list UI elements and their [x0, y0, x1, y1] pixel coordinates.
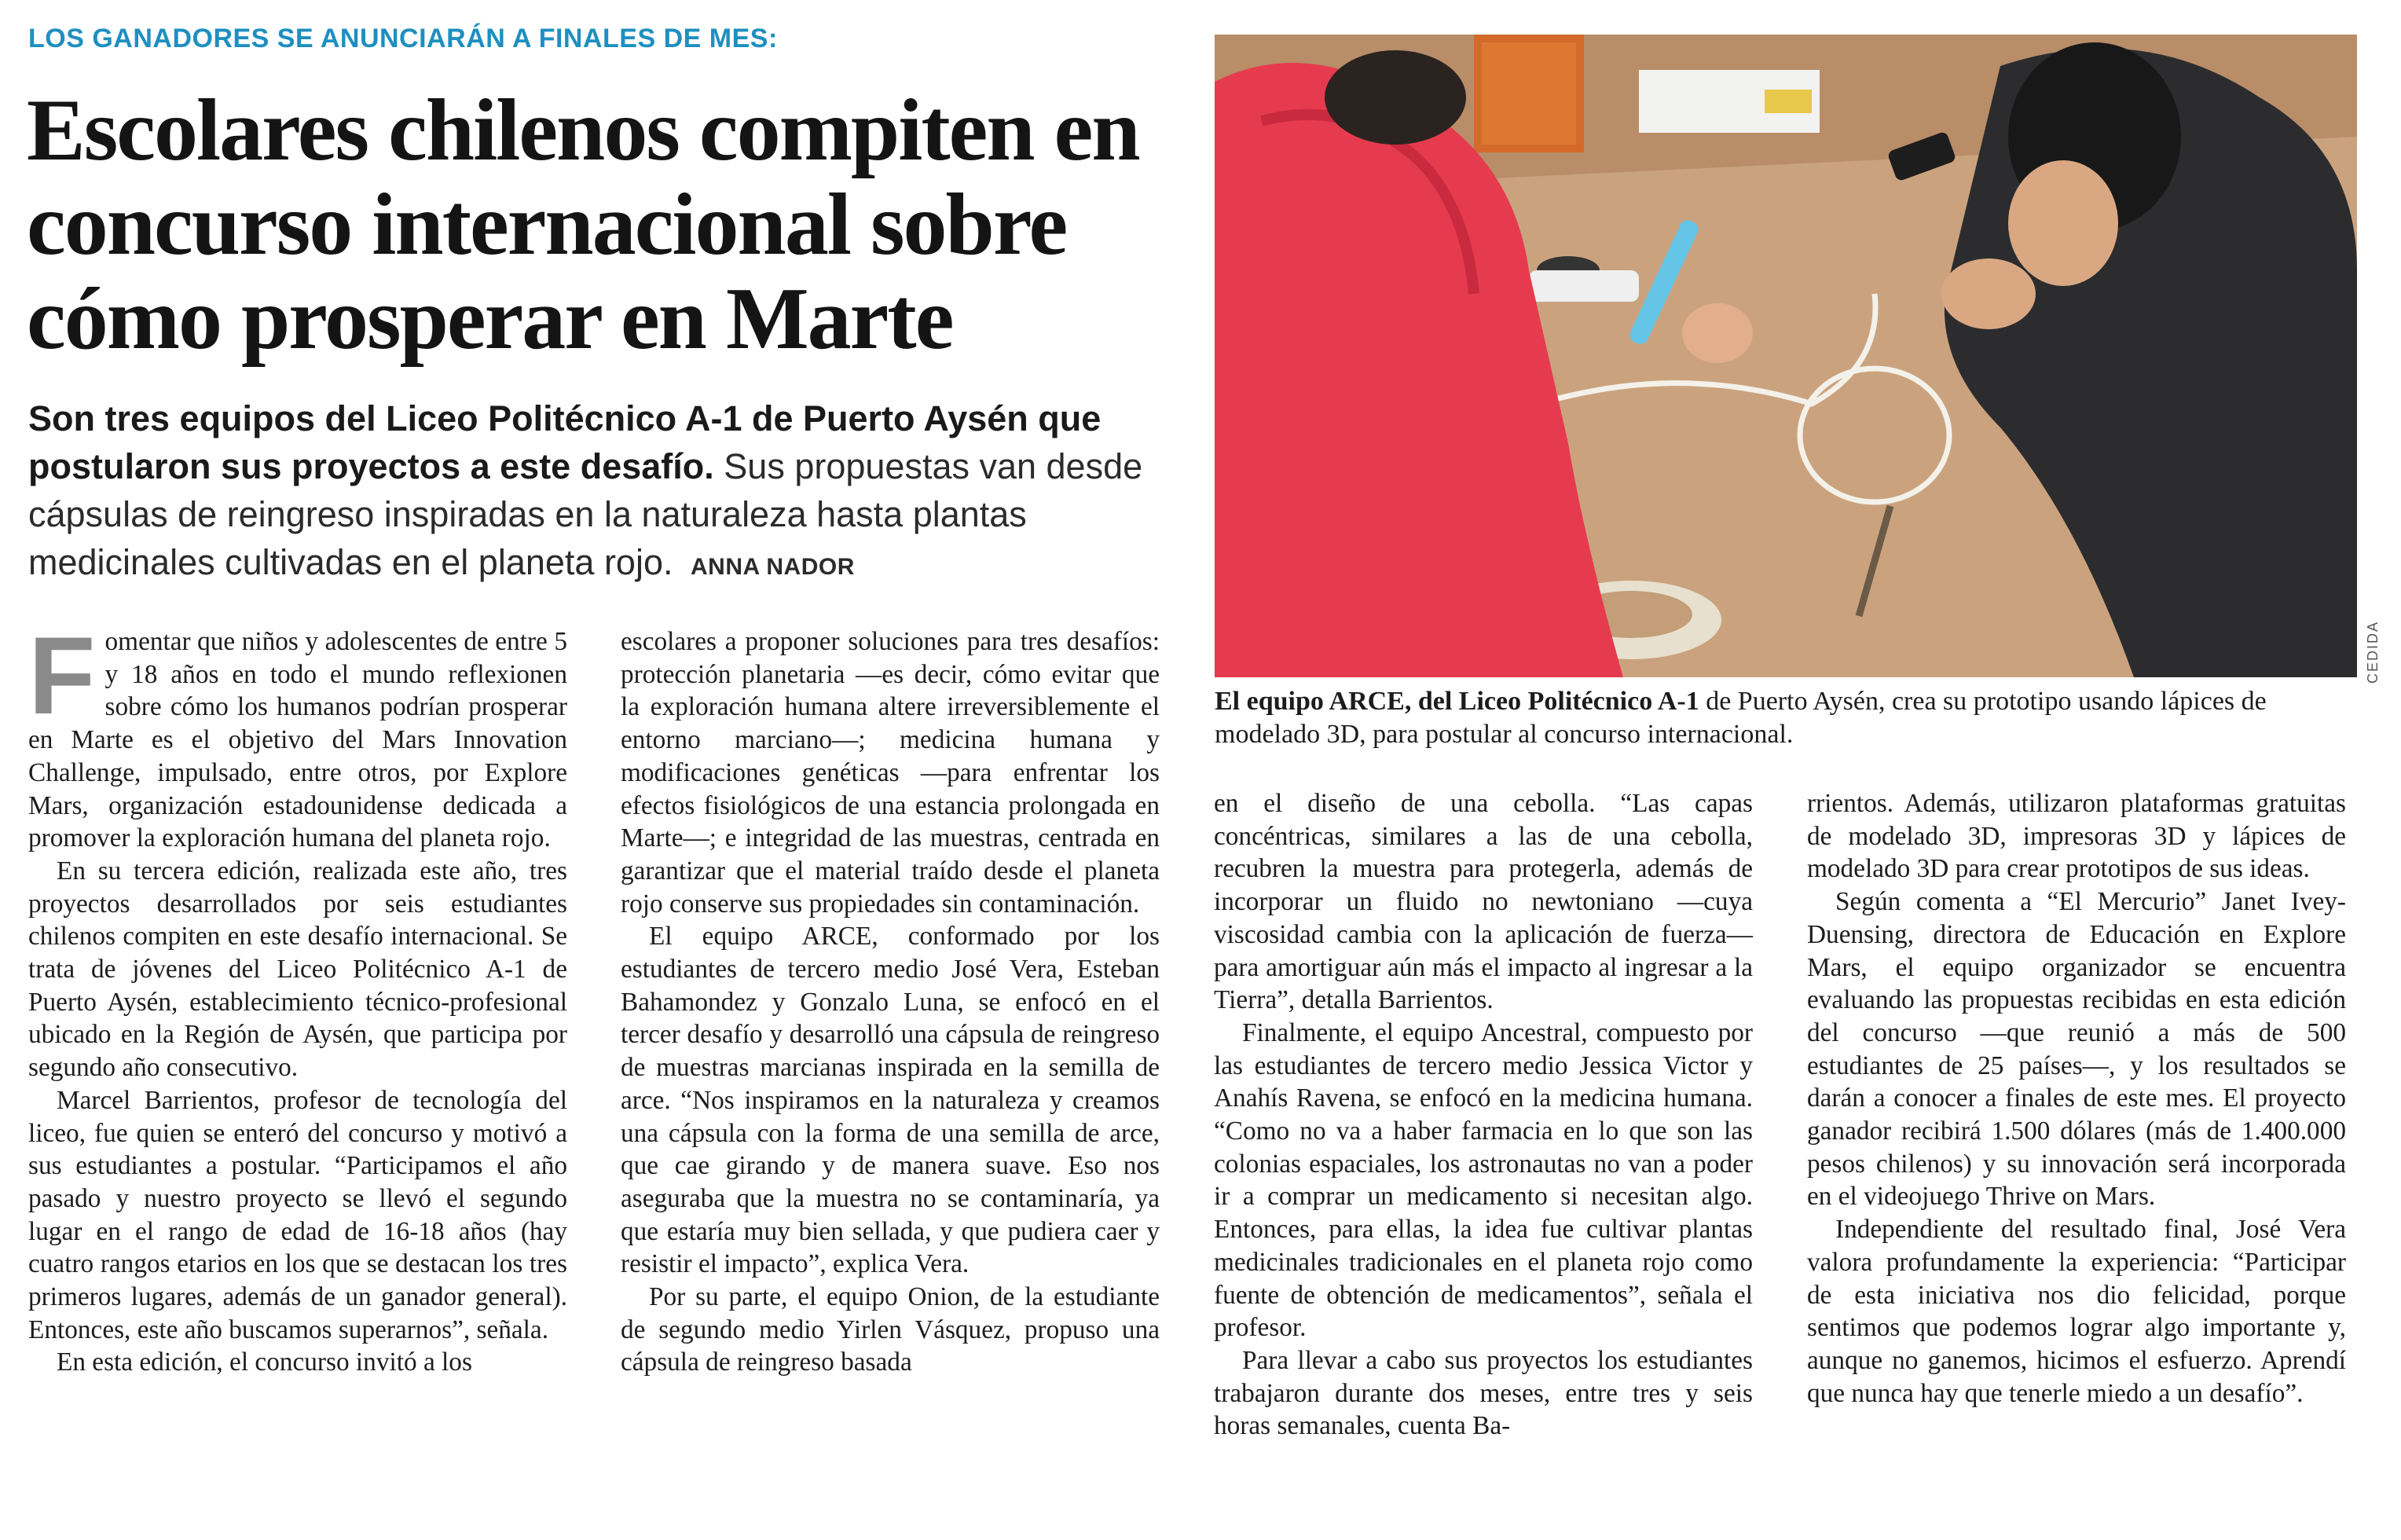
author-byline: ANNA NADOR: [691, 554, 855, 580]
kicker: LOS GANADORES SE ANUNCIARÁN A FINALES DE MES:: [28, 24, 778, 53]
paragraph: El equipo ARCE, conformado por los estudiantes de tercero medio José Vera, Esteban Bahamondez y Gonzalo Luna, se enfocó en el tercer desafío y desarrolló una cápsula de reingreso de muestras marcianas inspirada en la semilla de arce. “Nos inspiramos en la naturaleza y creamos una cápsula con la forma de una semilla de arce, que cae girando y de manera suave. Eso nos aseguraba que la muestra no se contaminaría, ya que estaría muy bien sellada, y que pudiera caer y resistir el impacto”, explica Vera.: [621, 922, 1160, 1279]
body-column-3: [1214, 787, 1753, 1443]
photo-caption: [1215, 685, 2362, 751]
body-column-1: [28, 614, 567, 1379]
paragraph: en el diseño de una cebolla. “Las capas concéntricas, similares a las de una cebolla, recubren la muestra para protegerla, además de incorporar un fluido no newtoniano —cuya viscosidad cambia con la aplicación de fuerza— para amortiguar aún más el impacto al ingresar a la Tierra”, detalla Barrientos.: [1214, 789, 1753, 1015]
paragraph: escolares a proponer soluciones para tres desafíos: protección planetaria —es decir, cómo evitar que la exploración humana altere irreversiblemente el entorno marciano—; medicina humana y modificaciones genéticas —para enfrentar los efectos fisiológicos de una estancia prolongada en Marte—; e integridad de las muestras, centrada en garantizar que el material traído desde el planeta rojo conserve sus propiedades sin contaminación.: [621, 627, 1160, 918]
headline: [27, 83, 1182, 366]
deck-text: Sus propuestas van desde cápsulas de reingreso inspiradas en la naturaleza hasta plantas medicinales cultivadas en el planeta rojo.: [28, 446, 1143, 582]
paragraph: Según comenta a “El Mercurio” Janet Ivey-Duensing, directora de Educación en Explore Mars, el equipo organizador se encuentra evaluando las propuestas recibidas en esta edición del concurso —que reunió a más de 500 estudiantes de 25 países—, y los resultados se darán a conocer a finales de este mes. El proyecto ganador recibirá 1.500 dólares (más de 1.400.000 pesos chilenos) y su innovación será incorporada en el videojuego Thrive on Mars.: [1807, 887, 2346, 1212]
headline-line-3: cómo prosperar en Marte: [27, 270, 953, 368]
headline-line-2: concurso internacional sobre: [27, 176, 1067, 273]
paragraph: Marcel Barrientos, profesor de tecnología del liceo, fue quien se enteró del concurso y motivó a sus estudiantes a postular. “Participamos el año pasado y nuestro proyecto se llevó el segundo lugar en el rango de edad de 16-18 años (hay cuatro rangos etarios en los que se destacan los tres primeros lugares, además de un ganador general). Entonces, este año buscamos superarnos”, señala.: [28, 1085, 567, 1344]
paragraph: En esta edición, el concurso invitó a los: [57, 1348, 472, 1377]
paragraph: rrientos. Además, utilizaron plataformas gratuitas de modelado 3D, impresoras 3D y lápices de modelado 3D para crear prototipos de sus ideas.: [1807, 789, 2346, 884]
students-3d-pen-illustration: [1215, 35, 2357, 677]
caption-lead: El equipo ARCE, del Liceo Politécnico A-1: [1215, 687, 1699, 716]
body-column-4: [1807, 787, 2346, 1410]
deck-lead: Son tres equipos del Liceo Politécnico A-1 de Puerto Aysén que postularon sus proyectos a este desafío.: [28, 398, 1102, 486]
body-column-2: [621, 625, 1160, 1379]
paragraph: En su tercera edición, realizada este año, tres proyectos desarrollados por seis estudiantes chilenos compiten en este desafío internacional. Se trata de jóvenes del Liceo Politécnico A-1 de Puerto Aysén, establecimiento técnico-profesional ubicado en la Región de Aysén, que participa por segundo año consecutivo.: [28, 856, 567, 1083]
paragraph: Independiente del resultado final, José Vera valora profundamente la experiencia: “Participar de esta iniciativa nos dio felicidad, porque sentimos que podemos lograr algo importante y, aunque no ganemos, hicimos el esfuerzo. Aprendí que nunca hay que tenerle miedo a un desafío”.: [1807, 1215, 2346, 1408]
paragraph: Finalmente, el equipo Ancestral, compuesto por las estudiantes de tercero medio Jessica Victor y Anahís Ravena, se enfocó en la medicina humana. “Como no va a haber farmacia en lo que son las colonias espaciales, los astronautas no van a poder ir a comprar un medicamento si necesitan algo. Entonces, para ellas, la idea fue cultivar plantas medicinales tradicionales en el planeta rojo como fuente de obtención de medicamentos”, señala el profesor.: [1214, 1018, 1753, 1343]
caption-text: de Puerto Aysén, crea su prototipo usando lápices de modelado 3D, para postular al concurso internacional.: [1215, 687, 2267, 749]
photo-credit: CEDIDA: [2365, 621, 2381, 684]
paragraph: [28, 614, 567, 855]
headline-line-1: Escolares chilenos compiten en: [27, 82, 1139, 179]
paragraph: Para llevar a cabo sus proyectos los estudiantes trabajaron durante dos meses, entre tres y seis horas semanales, cuenta Ba-: [1214, 1345, 1753, 1441]
article-photo: [1215, 35, 2357, 677]
paragraph: Por su parte, el equipo Onion, de la estudiante de segundo medio Yirlen Vásquez, propuso una cápsula de reingreso basada: [621, 1282, 1160, 1377]
paragraph-text: omentar que niños y adolescentes de entre 5 y 18 años en todo el mundo reflexionen sobre cómo los humanos podrían prosperar en Marte es el objetivo del Mars Innovation Challenge, impulsado, entre otros, por Explore Mars, organización estadounidense dedicada a promover la exploración humana del planeta rojo.: [28, 627, 567, 853]
drop-cap: F: [28, 614, 96, 737]
deck: [28, 394, 1175, 591]
